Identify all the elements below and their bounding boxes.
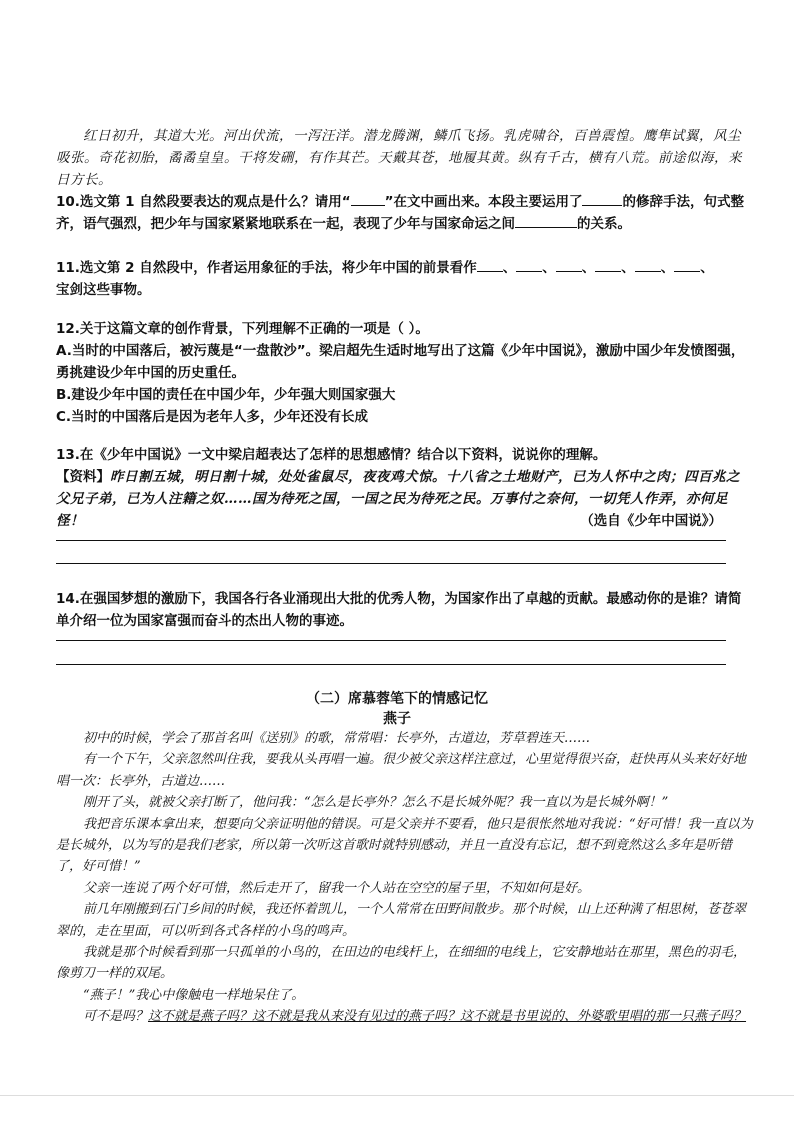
story-paragraph: “燕子！”我心中像触电一样地呆住了。 <box>83 987 305 1003</box>
q12-option-a[interactable]: A.当时的中国落后，被污蔑是“一盘散沙”。梁启超先生适时地写出了这篇《少年中国说》，激励中国少年发愤图强，勇挑建设少年中国的历史重任。 <box>56 343 745 381</box>
story-paragraph: 有一个下午，父亲忽然叫住我，要我从头再唱一遍。很少被父亲这样注意过，心里觉得很兴奋，赶快再从头来好好地唱一次：长亭外，古道边…… <box>56 752 747 789</box>
q14-stem: 14.在强国梦想的激励下，我国各行各业涌现出大批的优秀人物，为国家作出了卓越的贡献。最感动你的是谁？请简单介绍一位为国家富强而奋斗的杰出人物的事迹。 <box>56 591 742 629</box>
q10-text-b: ”在文中画出来。本段主要运用了 <box>384 194 583 210</box>
question-11 <box>56 257 746 301</box>
q11-separator: 、 <box>502 260 517 276</box>
q11-blank-5[interactable] <box>635 257 661 272</box>
underlined-sentence: 这不就是燕子吗？这不就是我从来没有见过的燕子吗？这不就是书里说的、外婆歌里唱的那一只燕子吗？ <box>148 1009 747 1025</box>
answer-line-14-2[interactable] <box>56 664 726 665</box>
story-paragraph: 初中的时候，学会了那首名叫《送别》的歌，常常唱：长亭外，古道边，芳草碧连天…… <box>83 731 591 746</box>
q10-text-c: 的修辞手法，句式整齐，语气强烈，把少年与国家紧紧地联系在一起，表现了少年与国家命运之间 <box>56 194 744 232</box>
q11-text-end: 宝剑这些事物。 <box>56 282 151 298</box>
page-bottom-divider <box>0 1095 794 1096</box>
q13-stem: 13.在《少年中国说》一文中梁启超表达了怎样的思想感情？结合以下资料，说说你的理解。 <box>56 447 607 463</box>
answer-line-13-2[interactable] <box>56 563 726 564</box>
q11-separator: 、 <box>700 260 714 276</box>
story-paragraph: 我就是那个时候看到那一只孤单的小鸟的，在田边的电线杆上，在细细的电线上，它安静地站在那里，黑色的羽毛，像剪刀一样的双尾。 <box>56 945 747 982</box>
story-paragraph <box>56 1006 756 1027</box>
section-heading: （二）席慕蓉笔下的情感记忆 <box>306 691 488 707</box>
q11-separator: 、 <box>542 260 556 276</box>
story-paragraph: 我把音乐课本拿出来，想要向父亲证明他的错误。可是父亲并不要看，他只是很怅然地对我说：“好可惜！我一直以为是长城外，以为写的是我们老家，所以第一次听这首歌时就特别感动，并且一直没有忘记，想不到竟然这么多年是听错了，好可惜！” <box>56 816 753 875</box>
poem-excerpt: 红日初升，其道大光。河出伏流，一泻汪洋。潜龙腾渊，鳞爪飞扬。乳虎啸谷，百兽震惶。鹰隼试翼，风尘吸张。奇花初胎，矞矞皇皇。干将发硎，有作其芒。天戴其苍，地履其黄。纵有千古，横有八荒。前途似海，来日方长。 <box>56 128 742 188</box>
q11-separator: 、 <box>621 260 635 276</box>
q12-option-c[interactable]: C.当时的中国落后是因为老年人多，少年还没有长成 <box>56 409 369 425</box>
q10-blank-1[interactable] <box>351 191 385 206</box>
q11-blank-3[interactable] <box>556 257 582 272</box>
q13-source: （选自《少年中国说》） <box>580 513 722 529</box>
story-paragraph: 父亲一连说了两个好可惜，然后走开了，留我一个人站在空空的屋子里，不知如何是好。 <box>83 880 591 896</box>
q11-blank-1[interactable] <box>477 257 503 272</box>
question-12 <box>56 318 746 428</box>
answer-line-14-1[interactable] <box>56 640 726 641</box>
q11-blank-6[interactable] <box>674 257 700 272</box>
story-body <box>56 728 756 1028</box>
story-title: 燕子 <box>383 711 411 727</box>
q10-text-a: 10.选文第 1 自然段要表达的观点是什么？请用“ <box>56 194 351 210</box>
q13-material: 昨日割五城，明日割十城，处处雀鼠尽，夜夜鸡犬惊。十八省之土地财产，已为人怀中之肉；四百兆之父兄子弟，已为人注籍之奴……国为待死之国，一国之民为待死之民。万事付之奈何，一切凭人作弄，亦何足怪！ <box>56 469 740 529</box>
question-13 <box>56 444 746 532</box>
q11-separator: 、 <box>660 260 675 276</box>
story-paragraph: 前几年刚搬到石门乡间的时候，我还怀着凯儿，一个人常常在田野间散步。那个时候，山上还种满了相思树，苍苍翠翠的，走在里面，可以听到各式各样的小鸟的鸣声。 <box>56 902 747 939</box>
q11-separator: 、 <box>581 260 596 276</box>
q10-blank-2[interactable] <box>582 191 622 206</box>
q11-blank-4[interactable] <box>595 257 621 272</box>
q11-blank-2[interactable] <box>516 257 542 272</box>
question-14 <box>56 588 746 632</box>
q10-blank-3[interactable] <box>515 213 577 228</box>
q10-text-d: 的关系。 <box>577 216 631 232</box>
answer-line-13-1[interactable] <box>56 540 726 541</box>
story-text: 可不是吗？ <box>83 1009 149 1025</box>
q12-stem: 12.关于这篇文章的创作背景，下列理解不正确的一项是（ ）。 <box>56 321 429 337</box>
q13-material-label: 【资料】 <box>56 469 110 485</box>
question-10 <box>56 191 746 235</box>
q12-option-b[interactable]: B.建设少年中国的责任在中国少年，少年强大则国家强大 <box>56 387 396 403</box>
story-paragraph: 刚开了头，就被父亲打断了，他问我：“怎么是长亭外？怎么不是长城外呢？我一直以为是长城外啊！” <box>83 795 669 811</box>
q11-text-a: 11.选文第 2 自然段中，作者运用象征的手法，将少年中国的前景看作 <box>56 260 477 276</box>
